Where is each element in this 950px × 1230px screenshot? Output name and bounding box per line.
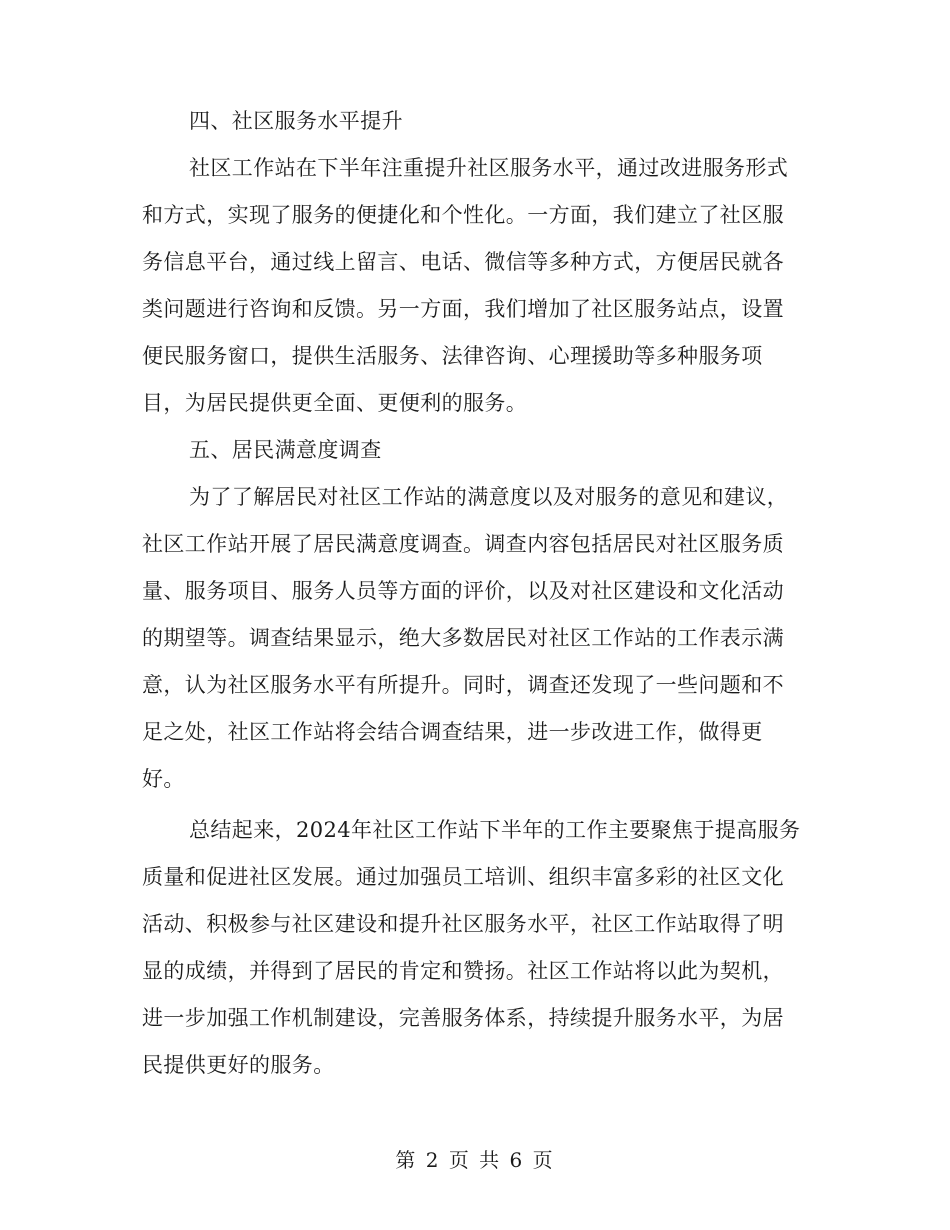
- paragraph-line: 目，为居民提供更全面、更便利的服务。: [142, 391, 528, 415]
- paragraph-line: 进一步加强工作机制建设，完善服务体系，持续提升服务水平，为居: [142, 1006, 784, 1030]
- paragraph-section-4: [142, 145, 807, 427]
- paragraph-line: 和方式，实现了服务的便捷化和个性化。一方面，我们建立了社区服: [142, 203, 784, 227]
- paragraph-line: 为了了解居民对社区工作站的满意度以及对服务的意见和建议，: [189, 485, 789, 509]
- paragraph-summary: [142, 807, 807, 1089]
- paragraph-line: 社区工作站在下半年注重提升社区服务水平，通过改进服务形式: [189, 156, 789, 180]
- document-body: [142, 98, 807, 1089]
- paragraph-line: 显的成绩，并得到了居民的肯定和赞扬。社区工作站将以此为契机，: [142, 959, 784, 983]
- paragraph-line: 民提供更好的服务。: [142, 1053, 335, 1077]
- page-number-footer: 第 2 页 共 6 页: [395, 1148, 555, 1172]
- paragraph-line: 社区工作站开展了居民满意度调查。调查内容包括居民对社区服务质: [142, 532, 784, 556]
- section-heading-4: 四、社区服务水平提升: [189, 109, 403, 133]
- paragraph-line: 意，认为社区服务水平有所提升。同时，调查还发现了一些问题和不: [142, 673, 784, 697]
- paragraph-line: 量、服务项目、服务人员等方面的评价，以及对社区建设和文化活动: [142, 579, 784, 603]
- paragraph-line: 类问题进行咨询和反馈。另一方面，我们增加了社区服务站点，设置: [142, 297, 784, 321]
- paragraph-line: 的期望等。调查结果显示，绝大多数居民对社区工作站的工作表示满: [142, 626, 784, 650]
- paragraph-section-5: [142, 474, 807, 803]
- paragraph-line: 好。: [142, 767, 185, 791]
- paragraph-line: 活动、积极参与社区建设和提升社区服务水平，社区工作站取得了明: [142, 912, 784, 936]
- paragraph-line: 质量和促进社区发展。通过加强员工培训、组织丰富多彩的社区文化: [142, 865, 784, 889]
- section-heading-5: 五、居民满意度调查: [189, 438, 382, 462]
- paragraph-line: 总结起来，2024年社区工作站下半年的工作主要聚焦于提高服务: [189, 818, 801, 842]
- paragraph-line: 足之处，社区工作站将会结合调查结果，进一步改进工作，做得更: [142, 720, 763, 744]
- paragraph-line: 务信息平台，通过线上留言、电话、微信等多种方式，方便居民就各: [142, 250, 784, 274]
- paragraph-line: 便民服务窗口，提供生活服务、法律咨询、心理援助等多种服务项: [142, 344, 763, 368]
